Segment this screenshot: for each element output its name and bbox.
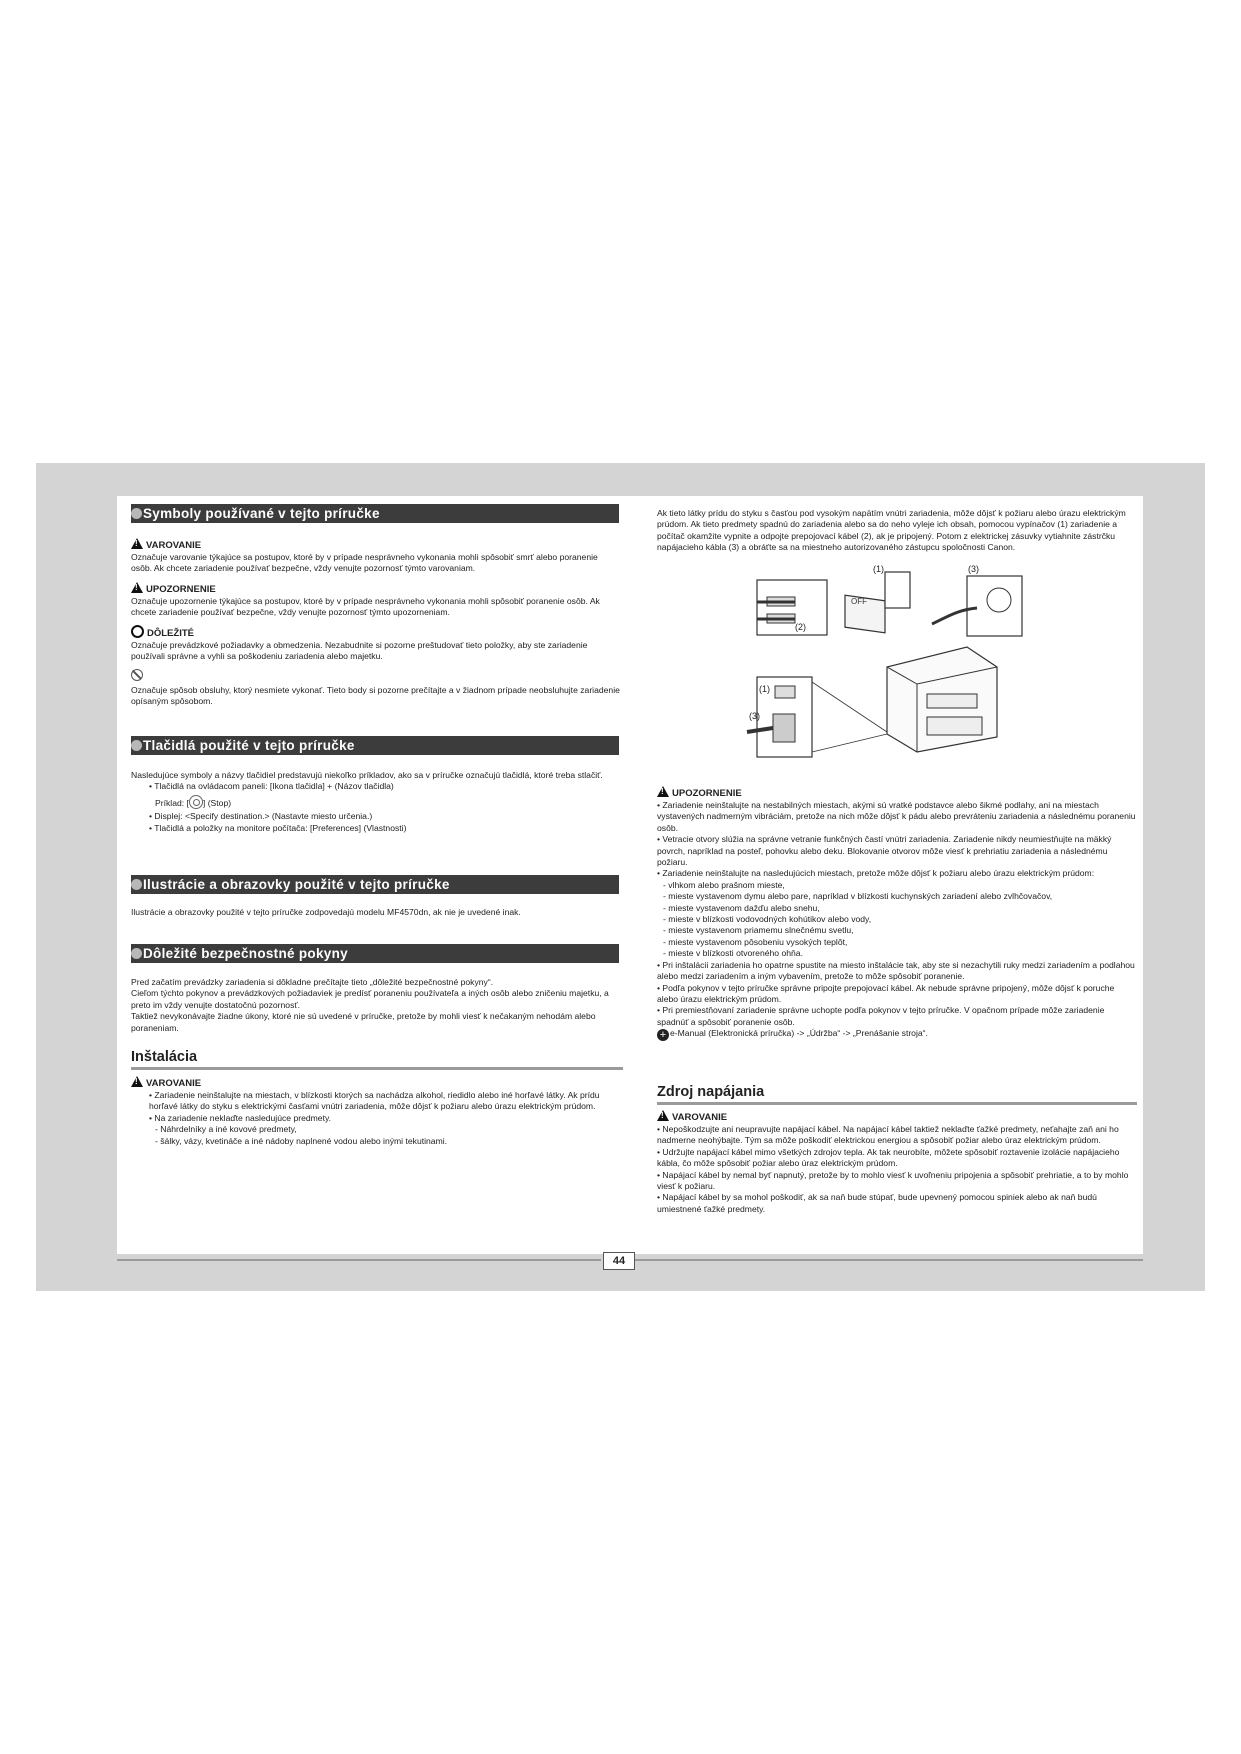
installation-title: Inštalácia <box>131 1049 623 1070</box>
caution-bullet-3: • Zariadenie neinštalujte na nasledujúcich miestach, pretože môže dôjsť k požiaru alebo úrazu elektrickým prúdom: <box>657 868 1095 879</box>
page-number: 44 <box>603 1252 635 1270</box>
warning-heading <box>131 538 621 552</box>
section-title: Dôležité bezpečnostné pokyny <box>143 946 348 961</box>
buttons-item-display: • Displej: <Specify destination.> (Nastavte miesto určenia.) <box>149 811 373 822</box>
important-text: Označuje prevádzkové požiadavky a obmedzenia. Nezabudnite si pozorne preštudovať tieto položky, aby ste zariadenie používali správne a vyhli sa poškodeniu zariadenia alebo majetku. <box>131 639 588 662</box>
footer-rule-right <box>635 1259 1143 1261</box>
caution-place-2: - mieste vystavenom dymu alebo pare, napríklad v blízkosti kuchynských zariadení alebo zvlhčovačov, <box>663 891 1053 902</box>
example-suffix: ] (Stop) <box>202 797 232 808</box>
warning-label: VAROVANIE <box>146 1078 202 1089</box>
installation-bullet-1: • Zariadenie neinštalujte na miestach, v blízkosti ktorých sa nachádza alkohol, riedidlo alebo iné horľavé látky. Ak prídu horľavé látky do styku s elektrickými časťami vnútri zariadenia, môže dôjsť k požiaru alebo úrazu elektrickým prúdom. <box>149 1090 600 1112</box>
section-title: Symboly používané v tejto príručke <box>143 506 380 521</box>
example-prefix: Príklad: [ <box>155 797 189 808</box>
stop-icon <box>189 795 203 809</box>
fig-label-2: (2) <box>795 622 806 632</box>
important-icon <box>131 625 144 638</box>
section-header-illustrations <box>131 875 619 894</box>
installation-body <box>131 1076 621 1147</box>
warning-icon <box>657 1110 669 1121</box>
safety-line-1: Pred začatím prevádzky zariadenia si dôkladne prečítajte tieto „dôležité bezpečnostné pokyny“. <box>131 977 494 987</box>
caution-place-1: - vlhkom alebo prašnom mieste, <box>663 879 785 890</box>
important-label: DÔLEŽITÉ <box>147 627 194 639</box>
caution-icon <box>131 582 143 593</box>
caution-place-4: - mieste v blízkosti vodovodných kohútikov alebo vody, <box>663 914 872 925</box>
safety-section-body <box>131 977 621 1034</box>
caution-label: UPOZORNENIE <box>672 788 742 799</box>
caution-bullet-1: • Zariadenie neinštalujte na nestabilných miestach, akými sú vratké podstavce alebo šikmé podlahy, ani na miestach vystavených nadmerným vibráciám, pretože na nich môže dôjsť k pádu alebo prevráteniu zariadenia a následnému poraneniu osôb. <box>657 800 1136 833</box>
caution-heading <box>657 786 1137 800</box>
symbols-section-body <box>131 538 621 708</box>
manual-page <box>117 496 1143 1267</box>
right-top-text <box>657 508 1135 554</box>
important-heading <box>131 625 621 640</box>
warning-text: Označuje varovanie týkajúce sa postupov, ktoré by v prípade nesprávneho vykonania mohli spôsobiť smrť alebo poranenie osôb. Ak chcete zariadenie používať bezpečne, vždy venujte pozornosť týmto varovaniam. <box>131 552 598 574</box>
illustrations-text: Ilustrácie a obrazovky použité v tejto príručke zodpovedajú modelu MF4570dn, ak nie je uvedené inak. <box>131 907 521 917</box>
safety-line-3: Taktiež nevykonávajte žiadne úkony, ktoré nie sú uvedené v príručke, pretože by mohli viesť k nečakaným nehodám alebo poraneniam. <box>131 1011 596 1033</box>
prohibited-icon <box>131 669 143 681</box>
caution-section <box>657 786 1137 1041</box>
fig-label-3-top: (3) <box>968 564 979 574</box>
caution-place-6: - mieste vystavenom pôsobeniu vysokých teplôt, <box>663 936 848 947</box>
buttons-item-panel: • Tlačidlá na ovládacom paneli: [Ikona tlačidla] + (Názov tlačidla) <box>149 781 394 792</box>
section-header-safety <box>131 944 619 963</box>
prohibited-text: Označuje spôsob obsluhy, ktorý nesmiete vykonať. Tieto body si pozorne prečítajte a v žiadnom prípade neobsluhujte zariadenie opísaným spôsobom. <box>131 684 620 707</box>
section-header-symbols <box>131 504 619 523</box>
section-bullet-icon <box>131 948 142 959</box>
caution-place-7: - mieste v blízkosti otvoreného ohňa. <box>663 948 803 959</box>
buttons-section-body <box>131 770 621 834</box>
caution-bullet-6: • Pri premiestňovaní zariadenie správne uchopte podľa pokynov v tejto príručke. V opačnom prípade môže zariadenie spadnúť a spôsobiť poranenie osôb. <box>657 1005 1105 1027</box>
caution-place-5: - mieste vystavenom priamemu slnečnému svetlu, <box>663 925 854 936</box>
section-bullet-icon <box>131 879 142 890</box>
caution-heading <box>131 582 621 596</box>
installation-subitem-2: - šálky, vázy, kvetináče a iné nádoby naplnené vodou alebo inými tekutinami. <box>155 1135 448 1146</box>
illustrations-section-body <box>131 907 621 918</box>
warning-label: VAROVANIE <box>672 1112 728 1123</box>
buttons-intro: Nasledujúce symboly a názvy tlačidiel predstavujú niekoľko príkladov, ako sa v príručke označujú tlačidlá, ktoré treba stlačiť. <box>131 770 603 780</box>
caution-label: UPOZORNENIE <box>146 583 216 595</box>
continued-text: Ak tieto látky prídu do styku s časťou pod vysokým napätím vnútri zariadenia, môže dôjsť k požiaru alebo úrazu elektrickým prúdom. Ak tieto predmety spadnú do zariadenia alebo sa do neho vyleje ich obsah, pomocou vypínačov (1) zariadenie a počítač okamžite vypnite a odpojte prepojovací kábel (2), ak je pripojený. Potom z elektrickej zásuvky vytiahnite zástrčku napájacieho kábla (3) a obráťte sa na miestneho autorizovaného zástupcu spoločnosti Canon. <box>657 508 1126 553</box>
buttons-item-computer: • Tlačidlá a položky na monitore počítača: [Preferences] (Vlastnosti) <box>149 822 407 833</box>
caution-bullet-5: • Podľa pokynov v tejto príručke správne pripojte prepojovací kábel. Ak nebude správne pripojený, môže dôjsť k poruche alebo úrazu elektrickým prúdom. <box>657 982 1115 1004</box>
section-header-buttons <box>131 736 619 755</box>
power-supply-title: Zdroj napájania <box>657 1084 1137 1105</box>
power-bullet-1: • Nepoškodzujte ani neupravujte napájací kábel. Na napájací kábel taktiež neklaďte ťažké predmety, neťahajte zaň ani ho nadmerne neohýbajte. Tým sa môže poškodiť elektrickou energiou a spôsobiť požiar alebo úraz elektrickým prúdom. <box>657 1124 1119 1146</box>
unplug-illustration <box>737 562 1057 762</box>
caution-text: Označuje upozornenie týkajúce sa postupov, ktoré by v prípade nesprávneho vykonania mohli spôsobiť poranenie osôb. Ak chcete zariadenie používať bezpečne, vždy venujte pozornosť týmto upozorneniam. <box>131 595 600 618</box>
section-title: Ilustrácie a obrazovky použité v tejto príručke <box>143 877 450 892</box>
power-supply-body <box>657 1110 1137 1215</box>
section-title: Tlačidlá použité v tejto príručke <box>143 738 355 753</box>
power-bullet-2: • Udržujte napájací kábel mimo všetkých zdrojov tepla. Ak tak neurobíte, môžete spôsobiť roztavenie izolácie napájacieho kábla, čo môže spôsobiť požiar alebo úraz elektrickým prúdom. <box>657 1146 1120 1169</box>
emanual-link[interactable] <box>657 1028 1137 1041</box>
safety-line-2: Cieľom týchto pokynov a prevádzkových požiadaviek je predísť poraneniu používateľa a iných osôb alebo zničeniu majetku, a preto im vždy venujte dostatočnú pozornosť. <box>131 988 609 1010</box>
prohibited-symbol-row <box>131 669 621 684</box>
fig-label-3-bottom: (3) <box>749 711 760 721</box>
warning-icon <box>131 538 143 549</box>
power-warning-heading <box>657 1110 1137 1124</box>
emanual-icon: + <box>657 1029 669 1041</box>
buttons-example <box>131 795 621 809</box>
fig-label-1-bottom: (1) <box>759 684 770 694</box>
power-bullet-4: • Napájací kábel by sa mohol poškodiť, ak sa naň bude stúpať, bude upevnený pomocou spiniek alebo ak naň budú umiestnené ťažké predmety. <box>657 1192 1097 1214</box>
fig-label-1-top: (1) <box>873 564 884 574</box>
installation-bullet-2: • Na zariadenie neklaďte nasledujúce predmety. <box>149 1112 332 1123</box>
section-bullet-icon <box>131 508 142 519</box>
warning-label: VAROVANIE <box>146 540 202 551</box>
power-bullet-3: • Napájací kábel by nemal byť napnutý, pretože by to mohlo viesť k uvoľneniu pripojenia a spôsobiť prehriatie, a to by mohlo viesť k požiaru. <box>657 1169 1129 1192</box>
caution-icon <box>657 786 669 797</box>
fig-off-label: OFF <box>851 597 867 606</box>
footer-rule-left <box>117 1259 601 1261</box>
section-bullet-icon <box>131 740 142 751</box>
caution-bullet-2: • Vetracie otvory slúžia na správne vetranie funkčných častí vnútri zariadenia. Zariadenie nikdy neumiestňujte na mäkký povrch, napríklad na posteľ, pohovku alebo deku. Blokovanie otvorov môže viesť k prehriatiu zariadenia a následnému požiaru. <box>657 834 1112 868</box>
installation-subitem-1: - Náhrdelníky a iné kovové predmety, <box>155 1124 297 1135</box>
emanual-link-text[interactable]: e-Manual (Elektronická príručka) -> „Údržba“ -> „Prenášanie stroja“. <box>670 1028 928 1039</box>
installation-warning-heading <box>131 1076 621 1090</box>
caution-bullet-4: • Pri inštalácii zariadenia ho opatrne spustite na miesto inštalácie tak, aby ste si nezachytili ruky medzi zariadením a podlahou alebo medzi zariadením a iným vybavením, pretože to môže spôsobiť poranenie. <box>657 959 1135 982</box>
caution-place-3: - mieste vystavenom dažďu alebo snehu, <box>663 902 820 913</box>
warning-icon <box>131 1076 143 1087</box>
